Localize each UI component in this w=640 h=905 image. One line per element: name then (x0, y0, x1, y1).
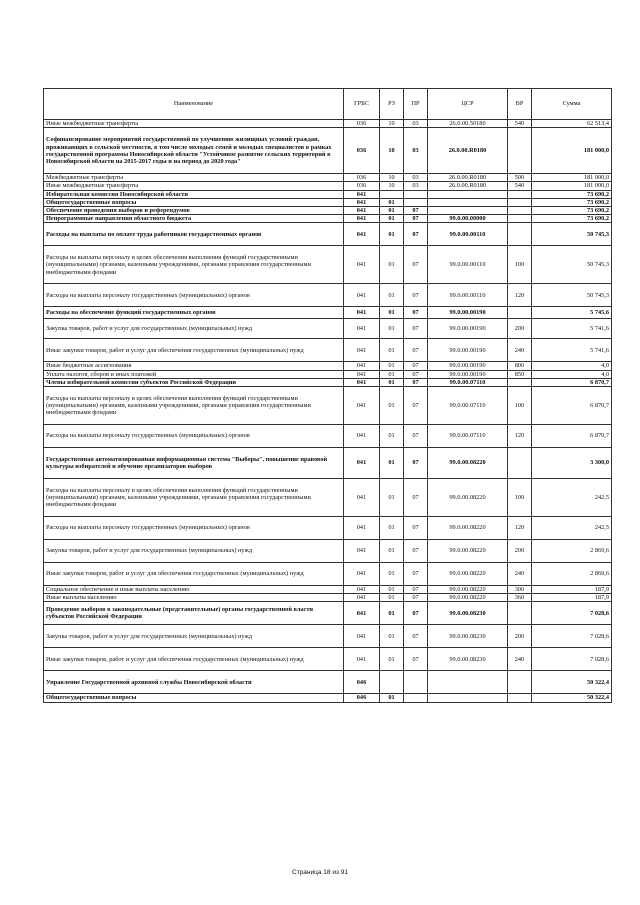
cell-vr (508, 671, 532, 694)
cell-vr (508, 694, 532, 702)
cell-pr (404, 190, 428, 198)
cell-pr: 07 (404, 586, 428, 594)
cell-csr: 99.0.00.00190 (428, 319, 508, 339)
table-row (44, 246, 612, 284)
cell-name: Уплата налогов, сборов и иных платежей (44, 370, 344, 378)
cell-grbs: 041 (344, 378, 380, 386)
cell-name: Иные межбюджетные трансферты (44, 182, 344, 190)
cell-name: Иные выплаты населению (44, 594, 344, 602)
cell-pr: 07 (404, 425, 428, 448)
cell-vr (508, 448, 532, 479)
cell-pr: 07 (404, 215, 428, 223)
table-row (44, 128, 612, 174)
header-grbs: ГРБС (344, 89, 380, 120)
cell-name: Расходы на обеспечение функций государственных органов (44, 307, 344, 319)
cell-grbs: 041 (344, 370, 380, 378)
cell-csr: 99.0.00.00190 (428, 370, 508, 378)
cell-name: Расходы на выплаты персоналу в целях обеспечения выполнения функций государственными (муниципальными) органами, казенными учреждениями, органами управления государственными внебюджетными фондами (44, 387, 344, 425)
cell-name: Общегосударственные вопросы (44, 694, 344, 702)
cell-csr: 99.0.00.00190 (428, 362, 508, 370)
cell-name: Проведение выборов в законодательные (представительные) органы государственной власти субъектов Российской Федерации (44, 602, 344, 625)
cell-csr: 99.0.00.00110 (428, 284, 508, 307)
cell-sum: 50 322,4 (532, 694, 612, 702)
cell-rz (380, 671, 404, 694)
cell-name: Закупка товаров, работ и услуг для государственных (муниципальных) нужд (44, 540, 344, 563)
cell-csr (428, 671, 508, 694)
cell-grbs: 041 (344, 563, 380, 586)
cell-pr: 07 (404, 223, 428, 246)
cell-grbs: 041 (344, 246, 380, 284)
cell-sum: 73 690,2 (532, 215, 612, 223)
cell-sum: 5 745,6 (532, 307, 612, 319)
table-body (44, 120, 612, 703)
cell-rz: 01 (380, 479, 404, 517)
cell-sum: 2 869,6 (532, 540, 612, 563)
cell-vr: 240 (508, 339, 532, 362)
cell-csr: 99.0.00.00190 (428, 339, 508, 362)
table-row (44, 339, 612, 362)
cell-grbs: 041 (344, 586, 380, 594)
cell-pr: 07 (404, 563, 428, 586)
table-row (44, 425, 612, 448)
cell-name: Расходы на выплаты персоналу в целях обеспечения выполнения функций государственными (муниципальными) органами, казенными учреждениями, органами управления государственными внебюджетными фондами (44, 246, 344, 284)
cell-rz: 01 (380, 223, 404, 246)
cell-csr (428, 198, 508, 206)
cell-name: Обеспечение проведения выборов и референдумов (44, 207, 344, 215)
cell-name: Иные закупки товаров, работ и услуг для обеспечения государственных (муниципальных) нужд (44, 339, 344, 362)
cell-csr: 99.0.00.08220 (428, 448, 508, 479)
header-name: Наименование (44, 89, 344, 120)
cell-sum: 242,5 (532, 517, 612, 540)
table-row (44, 694, 612, 702)
cell-grbs: 041 (344, 648, 380, 671)
cell-sum: 2 869,6 (532, 563, 612, 586)
cell-sum: 242,5 (532, 479, 612, 517)
cell-sum: 62 513,4 (532, 120, 612, 128)
cell-name: Иные межбюджетные трансферты (44, 120, 344, 128)
cell-pr: 07 (404, 362, 428, 370)
table-row (44, 671, 612, 694)
cell-vr (508, 198, 532, 206)
cell-vr (508, 190, 532, 198)
cell-csr: 99.0.00.08220 (428, 594, 508, 602)
cell-csr: 99.0.00.07110 (428, 425, 508, 448)
cell-vr (508, 207, 532, 215)
cell-csr: 99.0.00.08220 (428, 586, 508, 594)
cell-pr: 07 (404, 378, 428, 386)
cell-vr (508, 128, 532, 174)
cell-pr: 07 (404, 207, 428, 215)
cell-vr: 850 (508, 370, 532, 378)
cell-vr (508, 223, 532, 246)
cell-csr: 99.0.00.08220 (428, 540, 508, 563)
cell-name: Расходы на выплаты персоналу в целях обеспечения выполнения функций государственными (муниципальными) органами, казенными учреждениями, органами управления государственными внебюджетными фондами (44, 479, 344, 517)
cell-name: Государственная автоматизированная информационная система "Выборы", повышение правовой культуры избирателей и обучение организаторов выборов (44, 448, 344, 479)
page-number: Страница 18 из 91 (292, 869, 348, 876)
cell-vr: 540 (508, 120, 532, 128)
cell-csr: 99.0.00.00110 (428, 246, 508, 284)
header-rz: РЗ (380, 89, 404, 120)
cell-grbs: 046 (344, 671, 380, 694)
cell-sum: 181 000,0 (532, 182, 612, 190)
cell-rz: 10 (380, 128, 404, 174)
table-row (44, 586, 612, 594)
cell-pr: 03 (404, 128, 428, 174)
cell-grbs: 041 (344, 602, 380, 625)
cell-rz: 01 (380, 625, 404, 648)
cell-vr (508, 602, 532, 625)
cell-vr: 200 (508, 319, 532, 339)
budget-table (43, 88, 612, 703)
cell-name: Закупка товаров, работ и услуг для государственных (муниципальных) нужд (44, 625, 344, 648)
header-csr: ЦСР (428, 89, 508, 120)
cell-rz: 01 (380, 307, 404, 319)
cell-grbs: 041 (344, 319, 380, 339)
cell-sum: 187,9 (532, 586, 612, 594)
cell-sum: 181 000,0 (532, 128, 612, 174)
cell-rz: 01 (380, 284, 404, 307)
cell-rz: 01 (380, 648, 404, 671)
header-sum: Сумма (532, 89, 612, 120)
header-pr: ПР (404, 89, 428, 120)
cell-vr: 240 (508, 563, 532, 586)
cell-pr: 07 (404, 307, 428, 319)
cell-name: Социальное обеспечение и иные выплаты населению (44, 586, 344, 594)
cell-rz: 01 (380, 517, 404, 540)
table-row (44, 120, 612, 128)
cell-pr: 07 (404, 339, 428, 362)
cell-grbs: 041 (344, 540, 380, 563)
cell-grbs: 041 (344, 198, 380, 206)
cell-grbs: 041 (344, 625, 380, 648)
cell-sum: 3 300,0 (532, 448, 612, 479)
cell-grbs: 041 (344, 594, 380, 602)
table-row (44, 602, 612, 625)
cell-csr: 26.0.00.R0180 (428, 174, 508, 182)
cell-grbs: 041 (344, 517, 380, 540)
cell-name: Иные закупки товаров, работ и услуг для обеспечения государственных (муниципальных) нужд (44, 648, 344, 671)
cell-csr (428, 190, 508, 198)
cell-sum: 187,9 (532, 594, 612, 602)
cell-pr: 07 (404, 319, 428, 339)
cell-vr: 100 (508, 246, 532, 284)
table-row (44, 479, 612, 517)
cell-vr: 120 (508, 517, 532, 540)
cell-sum: 73 690,2 (532, 207, 612, 215)
cell-vr: 100 (508, 479, 532, 517)
cell-rz: 01 (380, 362, 404, 370)
cell-sum: 181 000,0 (532, 174, 612, 182)
cell-name: Расходы на выплаты персоналу государственных (муниципальных) органов (44, 425, 344, 448)
cell-grbs: 041 (344, 362, 380, 370)
cell-rz: 01 (380, 370, 404, 378)
cell-vr (508, 307, 532, 319)
cell-rz: 10 (380, 120, 404, 128)
cell-rz: 01 (380, 540, 404, 563)
cell-pr: 07 (404, 625, 428, 648)
table-row (44, 563, 612, 586)
cell-grbs: 041 (344, 448, 380, 479)
cell-rz: 01 (380, 694, 404, 702)
cell-pr (404, 694, 428, 702)
cell-name: Избирательная комиссия Новосибирской области (44, 190, 344, 198)
cell-name: Расходы на выплаты по оплате труда работников государственных органов (44, 223, 344, 246)
cell-pr: 07 (404, 517, 428, 540)
cell-sum: 6 870,7 (532, 378, 612, 386)
cell-vr: 200 (508, 625, 532, 648)
cell-grbs: 046 (344, 694, 380, 702)
table-row (44, 448, 612, 479)
cell-pr: 07 (404, 594, 428, 602)
cell-rz: 01 (380, 448, 404, 479)
table-row (44, 223, 612, 246)
cell-name: Межбюджетные трансферты (44, 174, 344, 182)
cell-sum: 7 028,6 (532, 602, 612, 625)
cell-grbs: 036 (344, 182, 380, 190)
cell-sum: 7 028,6 (532, 648, 612, 671)
cell-csr: 99.0.00.08230 (428, 602, 508, 625)
cell-vr: 800 (508, 362, 532, 370)
cell-rz: 01 (380, 563, 404, 586)
cell-name: Расходы на выплаты персоналу государственных (муниципальных) органов (44, 517, 344, 540)
cell-grbs: 036 (344, 174, 380, 182)
cell-rz: 01 (380, 378, 404, 386)
table-row (44, 540, 612, 563)
cell-sum: 50 745,3 (532, 246, 612, 284)
table-row (44, 594, 612, 602)
cell-vr: 540 (508, 182, 532, 190)
cell-vr: 240 (508, 648, 532, 671)
cell-pr: 07 (404, 284, 428, 307)
cell-sum: 73 690,2 (532, 190, 612, 198)
table-row (44, 215, 612, 223)
table-row (44, 319, 612, 339)
cell-pr: 07 (404, 448, 428, 479)
table-row (44, 362, 612, 370)
cell-name: Иные бюджетные ассигнования (44, 362, 344, 370)
cell-vr: 100 (508, 387, 532, 425)
cell-rz (380, 190, 404, 198)
cell-sum: 5 741,6 (532, 319, 612, 339)
cell-vr: 200 (508, 540, 532, 563)
table-row (44, 387, 612, 425)
cell-csr: 26.0.00.50180 (428, 120, 508, 128)
table-row (44, 207, 612, 215)
cell-rz: 01 (380, 594, 404, 602)
table-row (44, 648, 612, 671)
table-row (44, 198, 612, 206)
cell-name: Софинансирование мероприятий государственной по улучшению жилищных условий граждан, проживающих в сельской местности, в том числе молодых семей и молодых специалистов в рамках государственной программы Новосибирской области "Устойчивое развитие сельских территорий в Новосибирской области на 2015-2017 годы и на период до 2020 года" (44, 128, 344, 174)
cell-vr: 300 (508, 586, 532, 594)
table-row (44, 190, 612, 198)
cell-csr: 99.0.00.08220 (428, 563, 508, 586)
cell-grbs: 041 (344, 207, 380, 215)
cell-grbs: 036 (344, 120, 380, 128)
cell-rz: 01 (380, 602, 404, 625)
cell-sum: 6 870,7 (532, 425, 612, 448)
cell-csr: 26.0.00.R0180 (428, 182, 508, 190)
cell-pr: 07 (404, 602, 428, 625)
cell-grbs: 041 (344, 387, 380, 425)
cell-grbs: 041 (344, 223, 380, 246)
cell-rz: 01 (380, 339, 404, 362)
cell-rz: 10 (380, 174, 404, 182)
cell-csr: 99.0.00.07110 (428, 378, 508, 386)
cell-csr (428, 694, 508, 702)
cell-grbs: 041 (344, 215, 380, 223)
table-row (44, 378, 612, 386)
cell-name: Управление Государственной архивной службы Новосибирской области (44, 671, 344, 694)
cell-vr: 120 (508, 425, 532, 448)
header-vr: ВР (508, 89, 532, 120)
cell-vr: 360 (508, 594, 532, 602)
cell-csr (428, 207, 508, 215)
cell-pr: 07 (404, 479, 428, 517)
cell-sum: 73 690,2 (532, 198, 612, 206)
cell-pr: 03 (404, 120, 428, 128)
cell-rz: 01 (380, 425, 404, 448)
cell-csr: 99.0.00.08230 (428, 625, 508, 648)
cell-name: Расходы на выплаты персоналу государственных (муниципальных) органов (44, 284, 344, 307)
cell-pr: 07 (404, 540, 428, 563)
cell-grbs: 041 (344, 339, 380, 362)
table-row (44, 182, 612, 190)
table-row (44, 174, 612, 182)
cell-name: Непрограммные направления областного бюджета (44, 215, 344, 223)
cell-sum: 6 870,7 (532, 387, 612, 425)
cell-sum: 4,0 (532, 362, 612, 370)
cell-grbs: 041 (344, 307, 380, 319)
cell-csr: 99.0.00.00190 (428, 307, 508, 319)
cell-grbs: 036 (344, 128, 380, 174)
table-row (44, 307, 612, 319)
cell-grbs: 041 (344, 190, 380, 198)
cell-name: Закупка товаров, работ и услуг для государственных (муниципальных) нужд (44, 319, 344, 339)
cell-vr (508, 378, 532, 386)
cell-pr: 07 (404, 246, 428, 284)
table-row (44, 625, 612, 648)
cell-sum: 50 745,3 (532, 223, 612, 246)
cell-csr: 99.0.00.00110 (428, 223, 508, 246)
cell-rz: 01 (380, 207, 404, 215)
cell-pr: 07 (404, 370, 428, 378)
cell-rz: 01 (380, 319, 404, 339)
cell-csr: 99.0.00.00000 (428, 215, 508, 223)
cell-pr: 07 (404, 387, 428, 425)
table-row (44, 370, 612, 378)
cell-csr: 99.0.00.08220 (428, 517, 508, 540)
cell-pr: 07 (404, 648, 428, 671)
cell-grbs: 041 (344, 425, 380, 448)
cell-rz: 01 (380, 215, 404, 223)
cell-name: Общегосударственные вопросы (44, 198, 344, 206)
table-row (44, 284, 612, 307)
cell-sum: 5 741,6 (532, 339, 612, 362)
cell-sum: 50 322,4 (532, 671, 612, 694)
cell-pr (404, 671, 428, 694)
table-header-row (44, 89, 612, 120)
cell-sum: 50 745,3 (532, 284, 612, 307)
cell-rz: 10 (380, 182, 404, 190)
cell-csr: 26.0.00.R0180 (428, 128, 508, 174)
cell-name: Члены избирательной комиссии субъектов Российской Федерации (44, 378, 344, 386)
cell-grbs: 041 (344, 479, 380, 517)
cell-rz: 01 (380, 246, 404, 284)
cell-pr: 03 (404, 174, 428, 182)
cell-vr: 500 (508, 174, 532, 182)
cell-grbs: 041 (344, 284, 380, 307)
cell-sum: 4,0 (532, 370, 612, 378)
cell-vr (508, 215, 532, 223)
cell-rz: 01 (380, 586, 404, 594)
cell-pr: 03 (404, 182, 428, 190)
cell-csr: 99.0.00.07110 (428, 387, 508, 425)
cell-csr: 99.0.00.08230 (428, 648, 508, 671)
cell-rz: 01 (380, 387, 404, 425)
cell-vr: 120 (508, 284, 532, 307)
cell-rz: 01 (380, 198, 404, 206)
cell-name: Иные закупки товаров, работ и услуг для обеспечения государственных (муниципальных) нужд (44, 563, 344, 586)
table-row (44, 517, 612, 540)
cell-csr: 99.0.00.08220 (428, 479, 508, 517)
cell-pr (404, 198, 428, 206)
cell-sum: 7 028,6 (532, 625, 612, 648)
